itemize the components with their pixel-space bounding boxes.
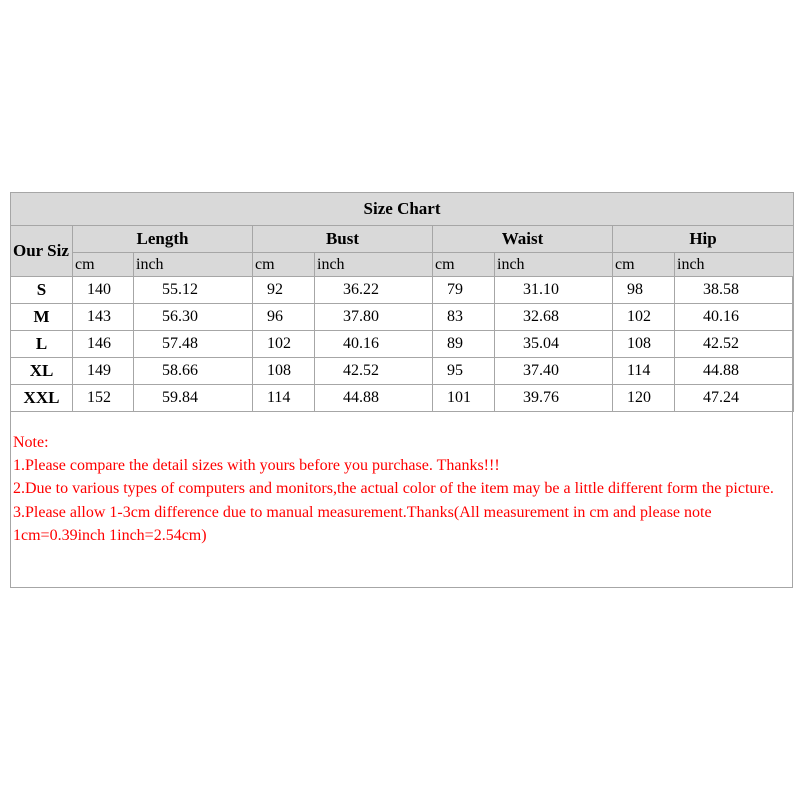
note-item-1: 1.Please compare the detail sizes with yours before you purchase. Thanks!!! — [13, 457, 500, 475]
waist-cm-cell: 83 — [433, 304, 495, 331]
notes-block — [13, 431, 783, 547]
hip-cm-cell: 114 — [613, 358, 675, 385]
size-chart-table — [10, 192, 794, 412]
table-row — [11, 277, 794, 304]
bust-cm-cell: 108 — [253, 358, 315, 385]
hip-cm-cell: 108 — [613, 331, 675, 358]
group-header-bust: Bust — [253, 226, 433, 253]
unit-header-cm: cm — [73, 253, 134, 277]
hip-inch-cell: 38.58 — [675, 277, 794, 304]
bust-inch-cell: 36.22 — [315, 277, 433, 304]
bust-cm-cell: 96 — [253, 304, 315, 331]
length-inch-cell: 55.12 — [134, 277, 253, 304]
table-title: Size Chart — [11, 193, 794, 226]
waist-inch-cell: 37.40 — [495, 358, 613, 385]
note-item-2: 2.Due to various types of computers and monitors,the actual color of the item may be a little different form the picture. — [13, 480, 774, 498]
bust-inch-cell: 42.52 — [315, 358, 433, 385]
bust-inch-cell: 44.88 — [315, 385, 433, 412]
size-cell: S — [11, 277, 73, 304]
size-cell: M — [11, 304, 73, 331]
unit-header-inch: inch — [134, 253, 253, 277]
length-inch-cell: 58.66 — [134, 358, 253, 385]
table-row — [11, 331, 794, 358]
unit-header-inch: inch — [495, 253, 613, 277]
size-cell: XXL — [11, 385, 73, 412]
hip-cm-cell: 98 — [613, 277, 675, 304]
group-header-hip: Hip — [613, 226, 794, 253]
length-inch-cell: 59.84 — [134, 385, 253, 412]
waist-inch-cell: 35.04 — [495, 331, 613, 358]
table-row — [11, 304, 794, 331]
waist-inch-cell: 39.76 — [495, 385, 613, 412]
length-cm-cell: 149 — [73, 358, 134, 385]
hip-inch-cell: 44.88 — [675, 358, 794, 385]
unit-header-inch: inch — [675, 253, 794, 277]
size-column-header: Our Siz — [11, 226, 73, 277]
hip-cm-cell: 102 — [613, 304, 675, 331]
size-cell: XL — [11, 358, 73, 385]
bust-cm-cell: 92 — [253, 277, 315, 304]
length-cm-cell: 140 — [73, 277, 134, 304]
unit-header-cm: cm — [433, 253, 495, 277]
bust-inch-cell: 37.80 — [315, 304, 433, 331]
unit-header-cm: cm — [253, 253, 315, 277]
unit-header-cm: cm — [613, 253, 675, 277]
waist-cm-cell: 95 — [433, 358, 495, 385]
group-header-waist: Waist — [433, 226, 613, 253]
hip-inch-cell: 40.16 — [675, 304, 794, 331]
waist-cm-cell: 101 — [433, 385, 495, 412]
table-row — [11, 385, 794, 412]
group-header-length: Length — [73, 226, 253, 253]
waist-cm-cell: 89 — [433, 331, 495, 358]
length-cm-cell: 146 — [73, 331, 134, 358]
waist-cm-cell: 79 — [433, 277, 495, 304]
bust-inch-cell: 40.16 — [315, 331, 433, 358]
waist-inch-cell: 32.68 — [495, 304, 613, 331]
length-cm-cell: 143 — [73, 304, 134, 331]
hip-inch-cell: 42.52 — [675, 331, 794, 358]
length-inch-cell: 57.48 — [134, 331, 253, 358]
note-item-3: 3.Please allow 1-3cm difference due to manual measurement.Thanks(All measurement in cm and please note 1cm=0.39inch 1inch=2.54cm) — [13, 503, 712, 544]
hip-inch-cell: 47.24 — [675, 385, 794, 412]
bust-cm-cell: 114 — [253, 385, 315, 412]
length-cm-cell: 152 — [73, 385, 134, 412]
note-heading: Note: — [13, 434, 49, 451]
size-cell: L — [11, 331, 73, 358]
waist-inch-cell: 31.10 — [495, 277, 613, 304]
hip-cm-cell: 120 — [613, 385, 675, 412]
bust-cm-cell: 102 — [253, 331, 315, 358]
unit-header-inch: inch — [315, 253, 433, 277]
length-inch-cell: 56.30 — [134, 304, 253, 331]
table-row — [11, 358, 794, 385]
